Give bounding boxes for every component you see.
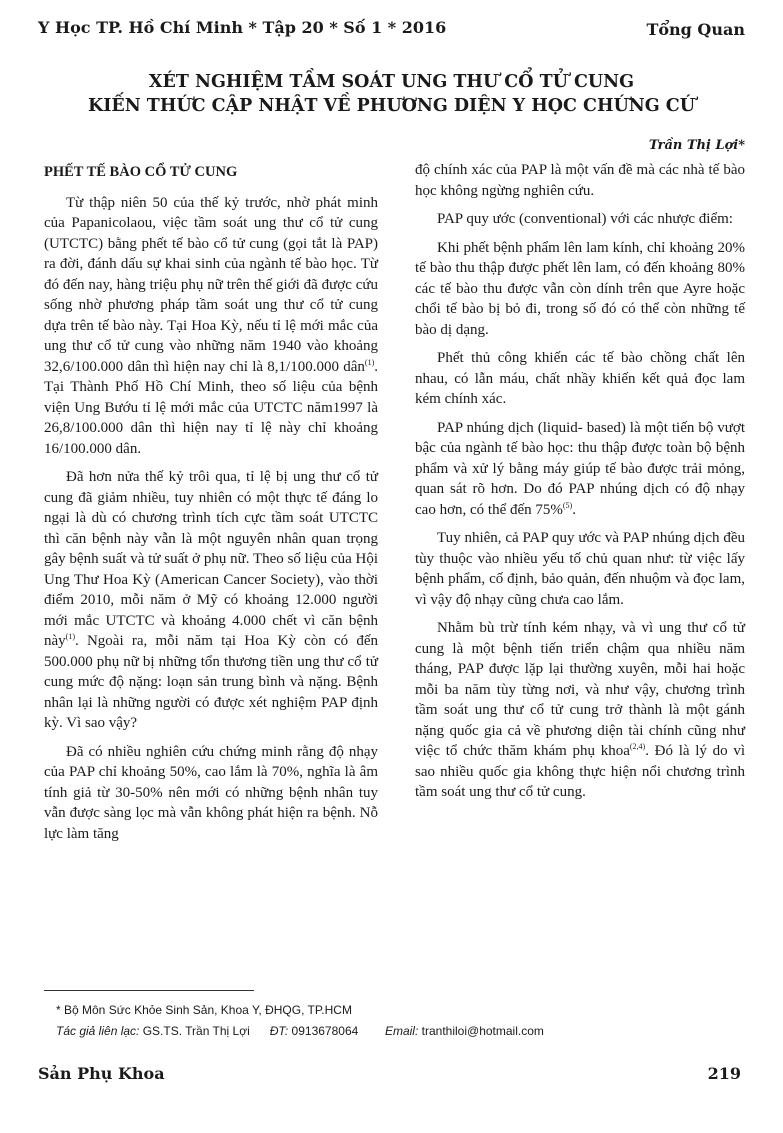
paragraph: Đã có nhiều nghiên cứu chứng minh rằng độ nhạy của PAP chỉ khoảng 50%, cao lắm là 70%, nghĩa là âm tính giả từ 30-50% nên mới có những bệnh nhân tuy vẫn được sàng lọc mà vẫn không phát hiện ra bệnh. Nỗ lực làm tăng	[44, 743, 378, 842]
page-number: 219	[707, 1064, 741, 1083]
paragraph: Nhằm bù trừ tính kém nhạy, và vì ung thư cổ tử cung là một bệnh tiến triển chậm qua nhiều năm tháng, PAP được lặp lại thường xuyên, mỗi hai hoặc mỗi ba năm tùy từng nơi, và như vậy, chương trình tầm soát ung thư cổ tử cung trở thành là một gánh nặng quốc gia cả về phương diện tài chính cũng như việc tổ chức thăm khám phụ khoa$^{(2,4)}$. Đó là lý do vì sao nhiều quốc gia không thực hiện nổi chương trình tầm soát ung thư cổ tử cung.	[415, 620, 745, 800]
article-title-line-1: XÉT NGHIỆM TẦM SOÁT UNG THƯ CỔ TỬ CUNG	[148, 72, 635, 92]
phone-label: ĐT:	[269, 1024, 289, 1038]
affiliation-footnote: * Bộ Môn Sức Khỏe Sinh Sản, Khoa Y, ĐHQG, TP.HCM	[56, 1003, 352, 1017]
left-column	[44, 160, 378, 852]
author-name: Trần Thị Lợi*	[648, 138, 745, 153]
section-header: Tổng Quan	[646, 20, 745, 39]
paragraph: Đã hơn nửa thế kỷ trôi qua, tỉ lệ bị ung thư cổ tử cung đã giảm nhiều, tuy nhiên có một thực tế đáng lo ngại là dù có chương trình tích cực tầm soát UTCTC thì căn bệnh này vẫn là một nguyên nhân quan trọng gây bệnh suất và tử suất ở phụ nữ. Theo số liệu của Hội Ung Thư Hoa Kỳ (American Cancer Society), vào thời điểm 2010, mỗi năm ở Mỹ có khoảng 12.000 người mới mắc UTCTC và khoảng 4.000 chết vì căn bệnh này$^{(1)}$. Ngoài ra, mỗi năm tại Hoa Kỳ còn có đến 500.000 phụ nữ bị những tổn thương tiền ung thư cổ tử cung mức độ nặng: loạn sản trung bình và nặng. Bệnh nhân lại là những người có được xét nghiệm PAP định kỳ. Vì sao vậy?	[44, 469, 378, 731]
paragraph: PAP quy ước (conventional) với các nhược điểm:	[437, 211, 733, 227]
paragraph: Tuy nhiên, cả PAP quy ước và PAP nhúng dịch đều tùy thuộc vào nhiều yếu tố chủ quan như: từ việc lấy bệnh phẩm, cố định, bảo quản, đến nhuộm và đọc lam, vì vậy độ nhạy cũng chưa cao lắm.	[415, 530, 745, 608]
paragraph: PAP nhúng dịch (liquid- based) là một tiến bộ vượt bậc của ngành tế bào học: thu thập được toàn bộ bệnh phẩm và xử lý bằng máy giúp tế bào được trải mỏng, quan sát rõ hơn. Do đó PAP nhúng dịch có độ nhạy cao hơn, có thể đến 75%$^{(5)}$.	[415, 419, 745, 518]
contact-footnote	[56, 1024, 544, 1038]
paragraph: Phết thủ công khiến các tế bào chồng chất lên nhau, có lẫn máu, chất nhầy khiến kết quả đọc lam kém chính xác.	[415, 350, 745, 407]
citation: (2,4)	[629, 742, 646, 751]
paragraph: Khi phết bệnh phẩm lên lam kính, chỉ khoảng 20% tế bào thu thập được phết lên lam, có đến khoảng 80% các tế bào thu được vẫn còn dính trên que Ayre hoặc chổi tế bào bị bỏ đi, trong số đó có thể còn những tế bào dị dạng.	[415, 239, 745, 338]
footer-section: Sản Phụ Khoa	[38, 1064, 165, 1083]
phone-number: 0913678064	[291, 1024, 359, 1038]
email-address: tranthiloi@hotmail.com	[421, 1024, 544, 1038]
footnote-divider	[44, 990, 254, 991]
contact-name: GS.TS. Trần Thị Lợi	[142, 1024, 250, 1038]
article-title-line-2: KIẾN THỨC CẬP NHẬT VỀ PHƯƠNG DIỆN Y HỌC CHỨNG CỨ	[87, 96, 695, 116]
right-column	[415, 160, 745, 811]
journal-header: Y Học TP. Hồ Chí Minh * Tập 20 * Số 1 * 2016	[38, 18, 447, 37]
citation: (1)	[65, 632, 75, 641]
paragraph: Từ thập niên 50 của thế kỷ trước, nhờ phát minh của Papanicolaou, việc tầm soát ung thư cổ tử cung (UTCTC) bằng phết tế bào cổ tử cung (gọi tắt là PAP) ra đời, đánh dấu sự khai sinh của ngành tế bào học. Từ đó đến nay, hàng triệu phụ nữ trên thế giới đã được cứu sống nhờ phương pháp tầm soát ung thư cổ tử cung dựa trên tế bào này. Tại Hoa Kỳ, nếu tỉ lệ mới mắc của ung thư cổ tử cung vào những năm 1940 vào khoảng 32,6/100.000 dân thì hiện nay chỉ là 8,1/100.000 dân$^{(1)}$. Tại Thành Phố Hồ Chí Minh, theo số liệu của bệnh viện Ung Bướu tỉ lệ mới mắc của UTCTC năm1997 là 26,8/100.000 dân thì hiện nay tỉ lệ này chỉ khoảng 16/100.000 dân.	[44, 194, 378, 457]
contact-label: Tác giả liên lạc:	[56, 1024, 140, 1038]
citation: (5)	[562, 500, 573, 510]
email-label: Email:	[384, 1024, 419, 1038]
paragraph: độ chính xác của PAP là một vấn đề mà các nhà tế bào học không ngừng nghiên cứu.	[415, 162, 745, 199]
section-heading: PHẾT TẾ BÀO CỔ TỬ CUNG	[44, 164, 238, 180]
citation: (1)	[364, 357, 375, 367]
